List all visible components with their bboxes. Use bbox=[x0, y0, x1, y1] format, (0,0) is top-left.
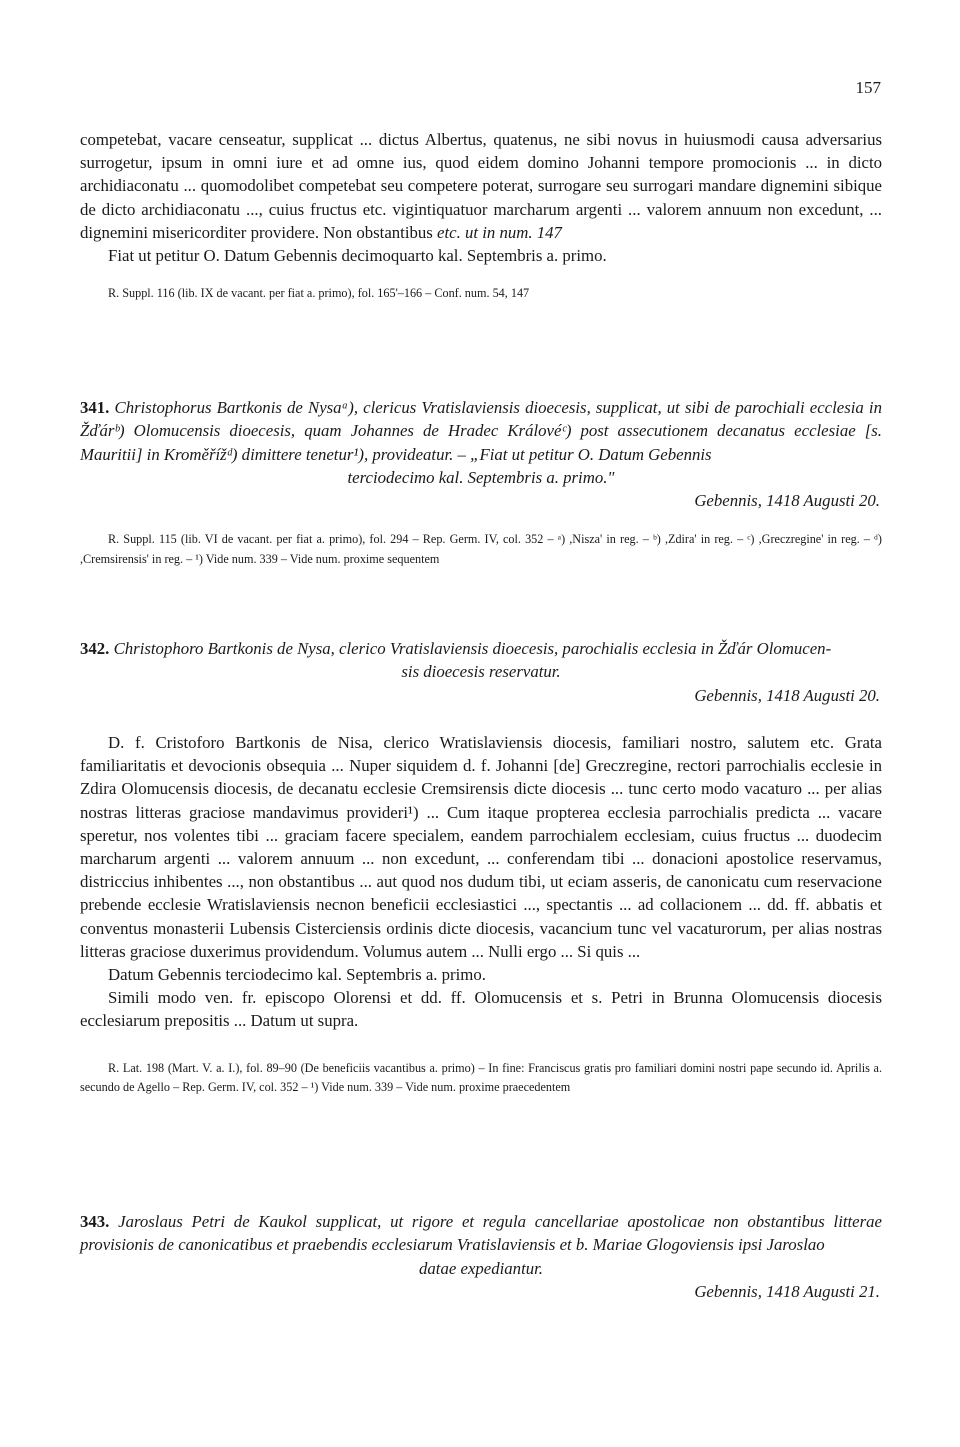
datum-line: Datum Gebennis terciodecimo kal. Septembris a. primo. bbox=[108, 964, 486, 984]
entry-date: Gebennis, 1418 Augusti 21. bbox=[694, 1281, 880, 1301]
continuation-section bbox=[80, 128, 882, 304]
heading-text: Christophorus Bartkonis de Nysaᵃ), clericus Vratislaviensis dioecesis, supplicat, ut sibi de parochiali ecclesia in Žďárᵇ) Olomucensis dioecesis, quam Johannes de Hradec Královéᶜ) post assecutionem decanatus ecclesiae [s. Mauritii] in Kroměřížᵈ) dimittere tenetur¹), provideatur. – „Fiat ut petitur O. Datum Gebennis bbox=[80, 398, 882, 464]
entry-heading bbox=[80, 1210, 882, 1257]
entry-heading bbox=[80, 637, 882, 660]
entry-date: Gebennis, 1418 Augusti 20. bbox=[694, 685, 880, 705]
heading-last-line: sis dioecesis reservatur. bbox=[401, 662, 561, 682]
heading-text: Christophoro Bartkonis de Nysa, clerico Vratislaviensis dioecesis, parochialis ecclesia in Žďár Olomucen- bbox=[113, 639, 832, 658]
simili-modo-paragraph: Simili modo ven. fr. episcopo Olorensi et dd. ff. Olomucensis et s. Petri in Brunna Olomucensis diocesis ecclesiarum prepositis ... Datum ut supra. bbox=[80, 988, 882, 1031]
entry-342 bbox=[80, 637, 882, 1098]
entry-heading bbox=[80, 396, 882, 466]
heading-last-line: terciodecimo kal. Septembris a. primo." bbox=[347, 467, 615, 487]
letter-paragraph: D. f. Cristoforo Bartkonis de Nisa, clerico Wratislaviensis diocesis, familiari nostro, salutem etc. Grata familiaritatis et devocionis obsequia ... Nuper siquidem d. f. Johanni [de] Greczregine, rectori parrochialis ecclesie in Zdira Olomucensis diocesis, de decanatu ecclesie Cremsirensis dicte diocesis ... tunc certo modo vacaturo ... per alias nostras litteras graciose mandavimus provideri¹) ... Cum itaque propterea ecclesia parrochialis predicta ... vacare speretur, nos volentes tibi ... graciam facere specialem, eandem parrochialem ecclesiam, cuius fructus ... duodecim marcharum argenti ... valorem annuum ... non excedunt, ... conferendam tibi ... donacioni apostolice reservamus, districcius inhibentes ..., non obstantibus ... aut quod nos dudum tibi, ut eciam asseris, de canonicatu cum reservacione prebende ecclesie Wratislaviensis necnon beneficii ecclesiastici ..., spectantis ... ad collacionem ... dd. ff. abbatis et conventus monasterii Lubensis Cisterciensis ordinis dicte diocesis, vacancium tunc vel vacaturorum, per alias nostras litteras graciose duxerimus providendum. Volumus autem ... Nulli ergo ... Si quis ... bbox=[80, 732, 882, 961]
heading-text: Jaroslaus Petri de Kaukol supplicat, ut rigore et regula cancellariae apostolicae non obstantibus litterae provisionis de canonicatibus et praebendis ecclesiarum Vratislaviensis et b. Mariae Glogoviensis ipsi Jaroslao bbox=[80, 1212, 882, 1255]
fiat-line: Fiat ut petitur O. Datum Gebennis decimoquarto kal. Septembris a. primo. bbox=[108, 246, 607, 266]
entry-number: 342. bbox=[80, 639, 110, 658]
continuation-text: competebat, vacare censeatur, supplicat ... dictus Albertus, quatenus, ne sibi novus in huiusmodi causa adversarius surrogetur, ipsum in omni iure et ad omne ius, quod eidem domino Johanni tempore promocionis ... in dicto archidiaconatu ... quomodolibet competebat seu competere poterat, surrogare seu surrogari mandare dignemini sibique de dicto archidiaconatu ..., cuius fructus etc. vigintiquatuor marcharum argenti ... valorem annuum non excedunt, ... dignemini misericorditer providere. Non obstantibus bbox=[80, 130, 882, 242]
entry-note: R. Lat. 198 (Mart. V. a. I.), fol. 89–90 (De beneficiis vacantibus a. primo) – In fine: Franciscus gratis pro familiari domini nostri pape secundo id. Aprilis a. secundo de Agello – Rep. Germ. IV, col. 352 – ¹) Vide num. 339 – Vide num. proxime praecedentem bbox=[80, 1060, 882, 1095]
page-number: 157 bbox=[855, 78, 881, 97]
entry-number: 341. bbox=[80, 398, 110, 417]
entry-341 bbox=[80, 396, 882, 569]
entry-number: 343. bbox=[80, 1212, 110, 1231]
heading-last-line: datae expediantur. bbox=[419, 1258, 543, 1278]
continuation-etc: etc. ut in num. 147 bbox=[437, 222, 562, 242]
footnote-continuation: R. Suppl. 116 (lib. IX de vacant. per fiat a. primo), fol. 165'–166 – Conf. num. 54, 147 bbox=[108, 286, 530, 301]
entry-date: Gebennis, 1418 Augusti 20. bbox=[694, 491, 880, 511]
entry-note: R. Suppl. 115 (lib. VI de vacant. per fiat a. primo), fol. 294 – Rep. Germ. IV, col. 352 – ᵃ) ,Nisza' in reg. – ᵇ) ,Zdira' in reg. – ᶜ) ,Greczregine' in reg. – ᵈ) ,Cremsirensis' in reg. – ¹) Vide num. 339 – Vide num. proxime sequentem bbox=[80, 532, 882, 566]
continuation-paragraph bbox=[80, 128, 882, 244]
entry-343 bbox=[80, 1210, 882, 1303]
